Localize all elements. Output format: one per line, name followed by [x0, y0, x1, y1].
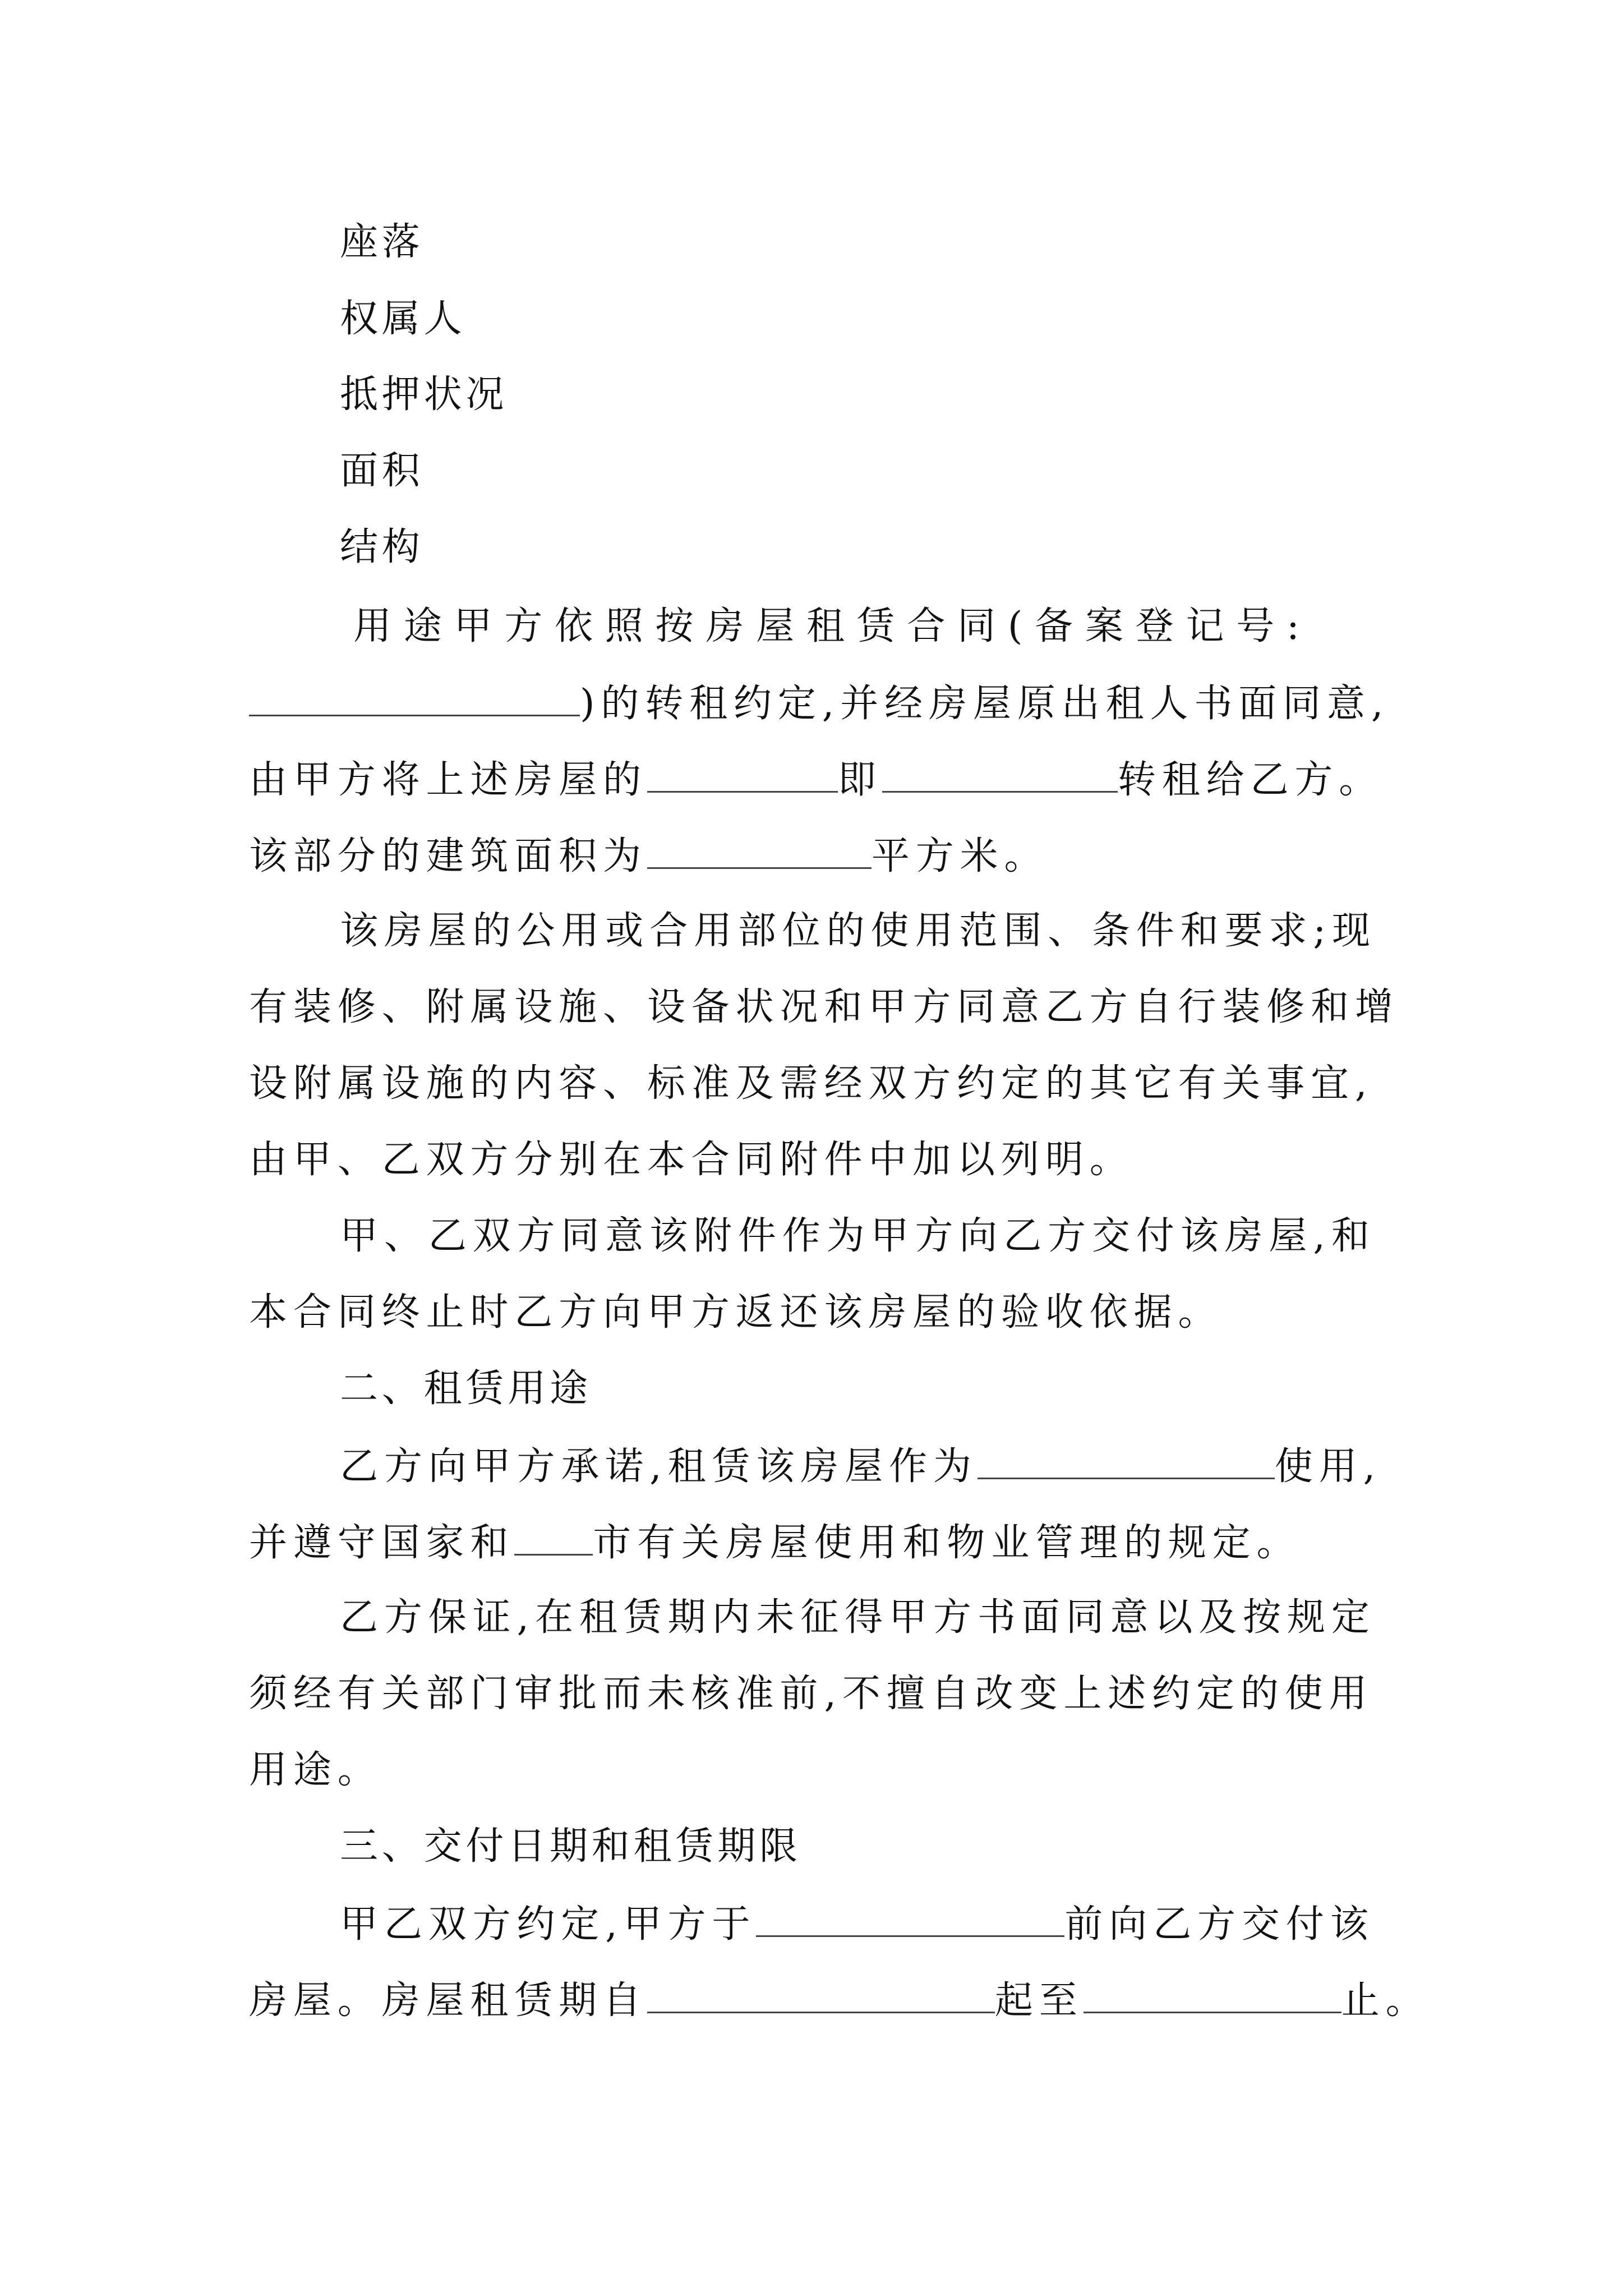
section2-line2	[249, 1519, 1301, 1564]
para3-line2: 本合同终止时乙方向甲方返还该房屋的验收依据。	[249, 1290, 1223, 1335]
section3-line2-text-a: 房屋。房屋租赁期自	[249, 1978, 647, 2023]
section2-p2-line1: 乙方保证,在租赁期内未征得甲方书面同意以及按规定	[340, 1595, 1376, 1640]
section3-line2	[249, 1977, 1430, 2022]
lease-end-blank[interactable]	[1083, 1977, 1341, 2013]
section2-p2-line3: 用途。	[249, 1748, 382, 1792]
city-blank[interactable]	[514, 1519, 593, 1556]
para1-line3-text-c: 转租给乙方。	[1117, 758, 1384, 802]
para1-line4-text-b: 平方米。	[871, 834, 1049, 878]
field-location: 座落	[340, 220, 424, 264]
section2-line2-text-b: 市有关房屋使用和物业管理的规定。	[593, 1521, 1301, 1565]
field-structure: 结构	[340, 525, 424, 569]
section2-line1	[340, 1443, 1381, 1488]
para1-line2-text: )的转租约定,并经房屋原出租人书面同意,	[580, 682, 1390, 726]
section3-line1-text-b: 前向乙方交付该	[1064, 1902, 1375, 1947]
para3-line1: 甲、乙双方同意该附件作为甲方向乙方交付该房屋,和	[340, 1214, 1376, 1258]
section3-heading: 三、交付日期和租赁期限	[340, 1824, 801, 1869]
para1-line3-text-b: 即	[837, 758, 882, 802]
para2-line3: 设附属设施的内容、标准及需经双方约定的其它有关事宜,	[249, 1061, 1373, 1106]
section2-line1-text-a: 乙方向甲方承诺,租赁该房屋作为	[340, 1444, 978, 1489]
para1-line1: 用途甲方依照按房屋租赁合同(备案登记号:	[353, 604, 1312, 648]
section3-line1-text-a: 甲乙双方约定,甲方于	[340, 1902, 757, 1947]
usage-blank[interactable]	[978, 1443, 1275, 1479]
section3-line2-text-c: 止。	[1341, 1978, 1430, 2023]
section2-heading: 二、租赁用途	[340, 1366, 592, 1411]
filing-number-blank[interactable]	[249, 680, 580, 716]
para2-line1: 该房屋的公用或合用部位的使用范围、条件和要求;现	[340, 909, 1377, 953]
section3-line2-text-b: 起至	[994, 1978, 1083, 2023]
para1-line2	[249, 680, 1389, 725]
para1-line4	[249, 832, 1048, 877]
para1-line3	[249, 756, 1383, 801]
delivery-date-blank[interactable]	[756, 1901, 1064, 1937]
field-area: 面积	[340, 449, 424, 493]
field-mortgage: 抵押状况	[340, 372, 508, 417]
para1-line4-text-a: 该部分的建筑面积为	[249, 834, 647, 878]
section3-line1	[340, 1901, 1375, 1945]
portion-blank[interactable]	[647, 756, 838, 793]
section2-p2-line2: 须经有关部门审批而未核准前,不擅自改变上述约定的使用	[249, 1672, 1373, 1716]
lease-start-blank[interactable]	[647, 1977, 995, 2013]
section2-line1-text-b: 使用,	[1274, 1444, 1382, 1489]
para1-line3-text-a: 由甲方将上述房屋的	[249, 758, 647, 802]
para2-line4: 由甲、乙双方分别在本合同附件中加以列明。	[249, 1138, 1134, 1182]
field-owner: 权属人	[340, 297, 466, 341]
building-area-blank[interactable]	[647, 832, 872, 869]
section2-line2-text-a: 并遵守国家和	[249, 1521, 515, 1565]
room-blank[interactable]	[882, 756, 1118, 793]
para2-line2: 有装修、附属设施、设备状况和甲方同意乙方自行装修和增	[249, 985, 1399, 1029]
